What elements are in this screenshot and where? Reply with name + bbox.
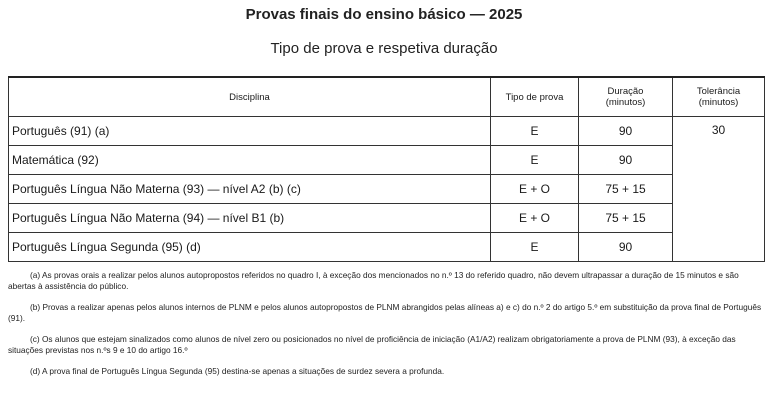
row-duration: 75 + 15 — [579, 175, 673, 204]
row-type: E — [491, 146, 579, 175]
header-duration — [579, 77, 673, 117]
row-discipline: Português Língua Não Materna (93) — nível A2 (b) (c) — [9, 175, 491, 204]
row-duration: 90 — [579, 117, 673, 146]
table-row — [9, 233, 765, 262]
header-duration-line2: (minutos) — [605, 97, 646, 108]
row-duration: 75 + 15 — [579, 204, 673, 233]
page-title: Provas finais do ensino básico — 2025 — [245, 6, 523, 23]
row-discipline: Português Língua Segunda (95) (d) — [9, 233, 491, 262]
row-duration: 90 — [579, 146, 673, 175]
header-tolerance — [673, 77, 765, 117]
footnote-b: (b) Provas a realizar apenas pelos alunos internos de PLNM e pelos alunos autopropostos de PLNM abrangidos pelas alíneas a) e c) do n.º 2 do artigo 5.º em substituição da prova final de Português (91). — [8, 302, 762, 323]
page-subtitle: Tipo de prova e respetiva duração — [270, 40, 498, 57]
row-type: E + O — [491, 204, 579, 233]
row-discipline: Matemática (92) — [9, 146, 491, 175]
footnote-c: (c) Os alunos que estejam sinalizados como alunos de nível zero ou posicionados no nível de proficiência de iniciação (A1/A2) realizam obrigatoriamente a prova de PLNM (93), à exceção das situações previstas nos n.ºs 9 e 10 do artigo 16.º — [8, 334, 736, 355]
row-type: E — [491, 117, 579, 146]
header-tolerance-line2: (minutos) — [698, 97, 739, 108]
header-type: Tipo de prova — [491, 77, 579, 117]
footnote-a: (a) As provas orais a realizar pelos alunos autopropostos referidos no quadro I, à exceção dos mencionados no n.º 13 do referido quadro, não devem ultrapassar a duração de 15 minutos e são abertas à assistência do público. — [8, 270, 739, 291]
row-duration: 90 — [579, 233, 673, 262]
tolerance-cell: 30 — [673, 117, 765, 262]
exam-table — [8, 76, 765, 262]
header-discipline: Disciplina — [9, 77, 491, 117]
table-row — [9, 117, 765, 146]
row-type: E — [491, 233, 579, 262]
table-row — [9, 204, 765, 233]
row-type: E + O — [491, 175, 579, 204]
table-row — [9, 175, 765, 204]
header-tolerance-line1: Tolerância — [696, 86, 741, 97]
footnotes — [8, 270, 764, 377]
row-discipline: Português Língua Não Materna (94) — nível B1 (b) — [9, 204, 491, 233]
header-duration-line1: Duração — [607, 86, 644, 97]
footnote-d: (d) A prova final de Português Língua Segunda (95) destina-se apenas a situações de surdez severa a profunda. — [30, 366, 445, 376]
row-discipline: Português (91) (a) — [9, 117, 491, 146]
table-row — [9, 146, 765, 175]
table-header-row — [9, 77, 765, 117]
